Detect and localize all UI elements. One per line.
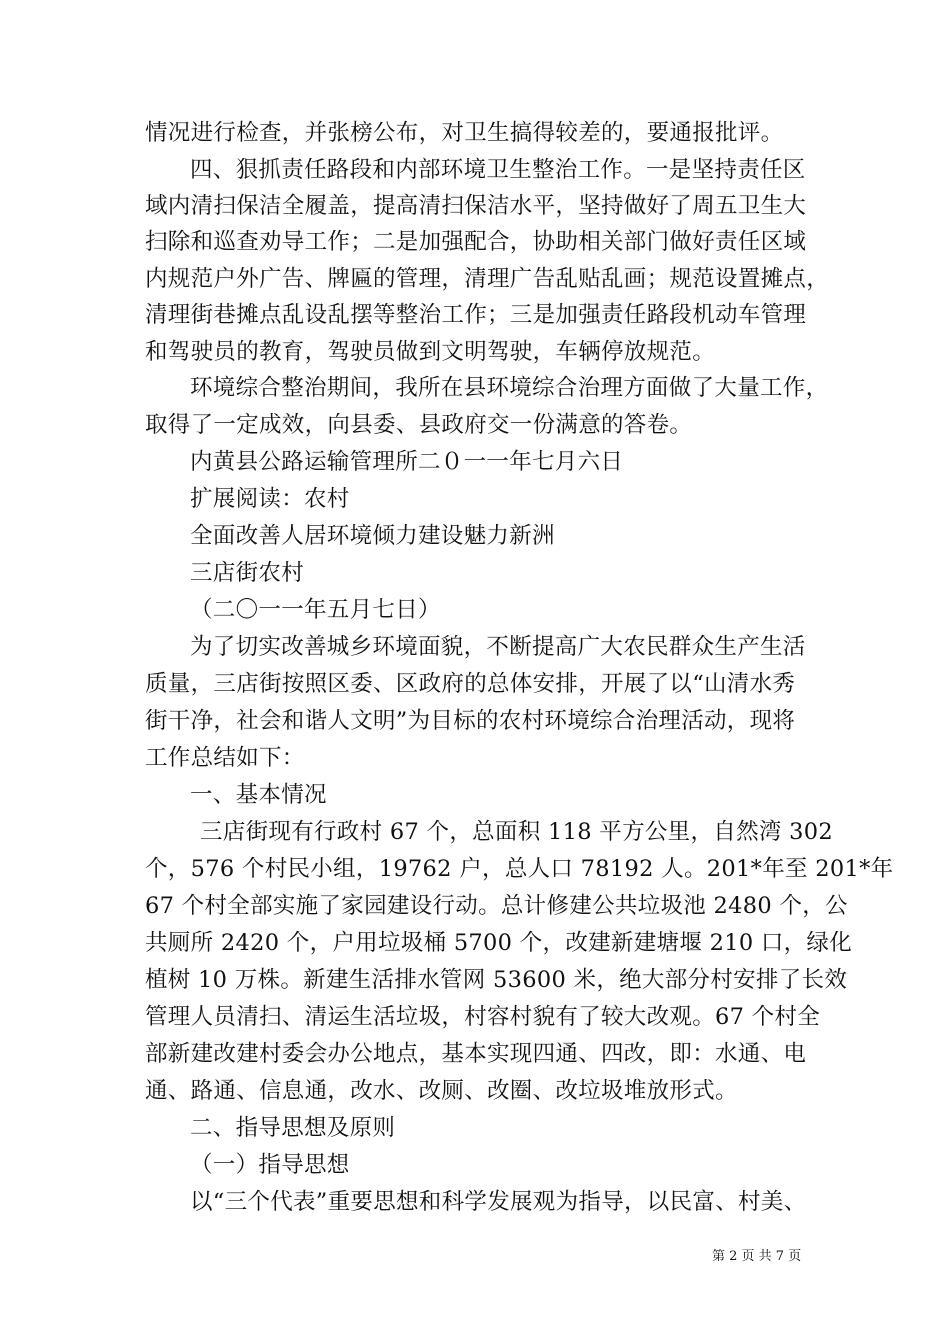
article-subtitle: 三店街农村 [190, 560, 305, 586]
subsection-heading: （一）指导思想 [190, 1152, 350, 1178]
text-line: 街干净，社会和谐人文明”为目标的农村环境综合治理活动，现将 [145, 708, 796, 734]
text-line: 个，576 个村民小组，19762 户，总人口 78192 人。201*年至 201*年 [145, 856, 894, 882]
text-line: 取得了一定成效，向县委、县政府交一份满意的答卷。 [145, 412, 693, 438]
section-heading: 一、基本情况 [190, 782, 327, 808]
text-line: 质量，三店街按照区委、区政府的总体安排，开展了以“山清水秀 [145, 671, 796, 697]
page-number: 第 2 页 共 7 页 [712, 1249, 802, 1264]
text-line: 共厕所 2420 个，户用垃圾桶 5700 个，改建新建塘堰 210 口，绿化 [145, 930, 853, 956]
paragraph-start: 环境综合整治期间，我所在县环境综合治理方面做了大量工作， [190, 375, 829, 401]
section-heading: 四、狠抓责任路段和内部环境卫生整治工作。一是坚持责任区 [190, 157, 806, 183]
text-line: 内规范户外广告、牌匾的管理，清理广告乱贴乱画；规范设置摊点， [145, 266, 830, 292]
text-line: 和驾驶员的教育，驾驶员做到文明驾驶，车辆停放规范。 [145, 339, 716, 365]
signature-line: 内黄县公路运输管理所二０一一年七月六日 [190, 449, 624, 475]
paragraph-start: 三店街现有行政村 67 个，总面积 118 平方公里，自然湾 302 [200, 819, 833, 845]
paragraph-start: 以“三个代表”重要思想和科学发展观为指导，以民富、村美、 [190, 1189, 807, 1215]
text-line: 部新建改建村委会办公地点，基本实现四通、四改，即：水通、电 [145, 1041, 807, 1067]
text-line: 工作总结如下： [145, 745, 305, 771]
text-line: 67 个村全部实施了家园建设行动。总计修建公共垃圾池 2480 个，公 [145, 893, 848, 919]
section-heading: 二、指导思想及原则 [190, 1115, 396, 1141]
text-line: 扫除和巡查劝导工作；二是加强配合，协助相关部门做好责任区域 [145, 229, 807, 255]
text-line: 通、路通、信息通，改水、改厕、改圈、改垃圾堆放形式。 [145, 1078, 738, 1104]
article-date: （二〇一一年五月七日） [190, 597, 441, 623]
text-line: 情况进行检查，并张榜公布，对卫生搞得较差的，要通报批评。 [145, 120, 784, 146]
article-title: 全面改善人居环境倾力建设魅力新洲 [190, 523, 555, 549]
text-line: 植树 10 万株。新建生活排水管网 53600 米，绝大部分村安排了长效 [145, 967, 848, 993]
text-line: 清理街巷摊点乱设乱摆等整治工作；三是加强责任路段机动车管理 [145, 302, 807, 328]
text-line: 管理人员清扫、清运生活垃圾，村容村貌有了较大改观。67 个村全 [145, 1004, 821, 1030]
extended-reading-label: 扩展阅读：农村 [190, 486, 350, 512]
paragraph-start: 为了切实改善城乡环境面貌，不断提高广大农民群众生产生活 [190, 634, 806, 660]
text-line: 域内清扫保洁全履盖，提高清扫保洁水平，坚持做好了周五卫生大 [145, 193, 807, 219]
